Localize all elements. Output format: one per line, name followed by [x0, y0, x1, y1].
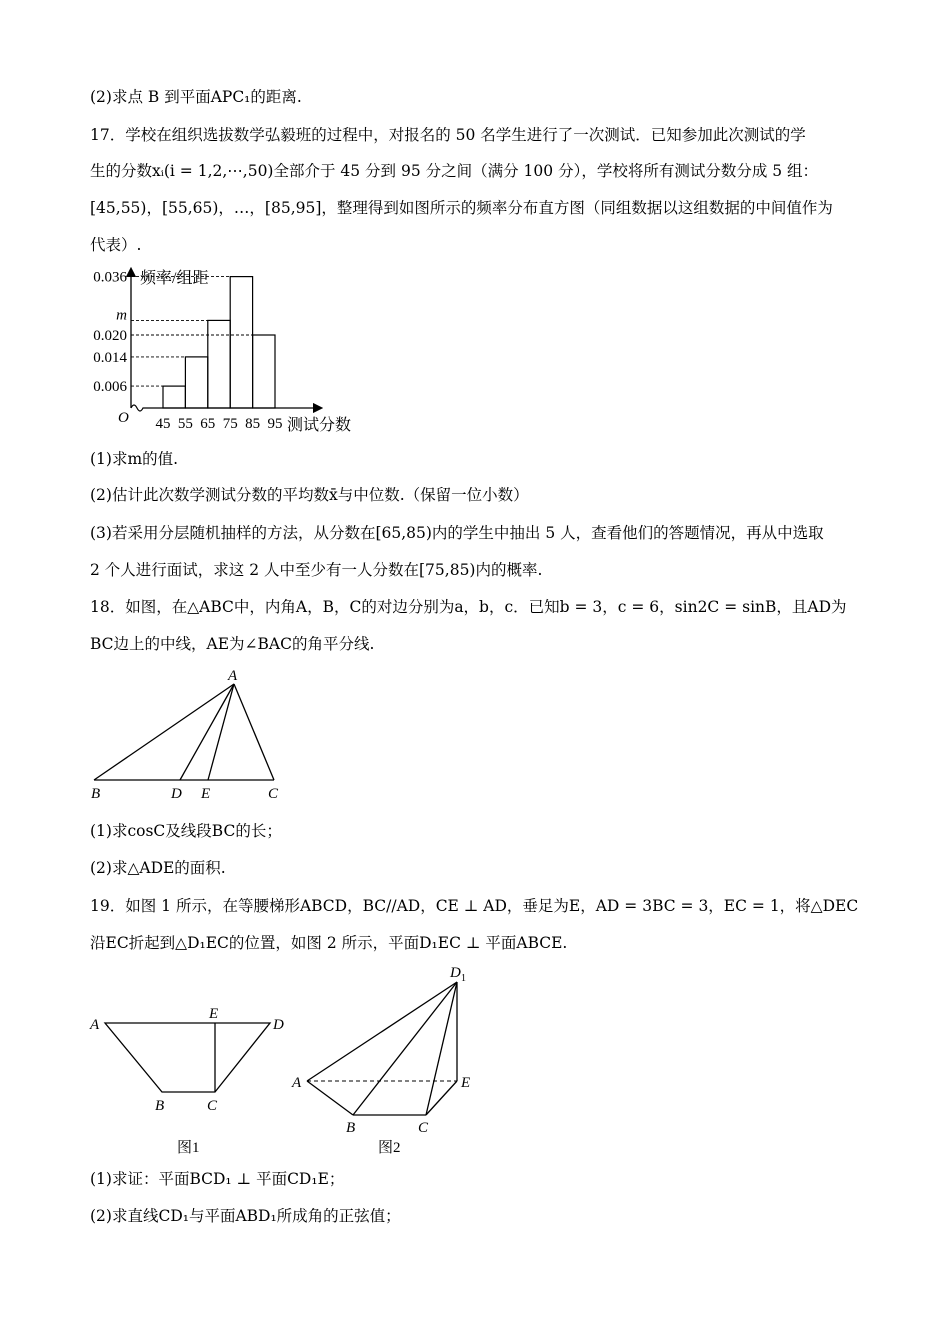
label-d: D — [171, 786, 182, 802]
segment-ab — [94, 684, 234, 780]
question-16-part-2: (2)求点 B 到平面APC₁的距离. — [90, 88, 302, 106]
fig2-label-d1: D — [450, 965, 461, 981]
trapezoid-abcd — [105, 1023, 270, 1092]
y-tick-label: 0.006 — [93, 379, 127, 396]
triangle-abc-figure — [88, 668, 298, 808]
question-17-part-3-line-1: (3)若采用分层随机抽样的方法，从分数在[65,85)内的学生中抽出 5 人，查看他们的答题情况，再从中选取 — [90, 524, 824, 542]
x-tick-label: 45 — [155, 416, 171, 432]
y-axis-label: 频率/组距 — [140, 270, 209, 287]
x-tick-label: 95 — [267, 416, 283, 432]
axis-break — [131, 405, 163, 411]
histogram-bar-45-55 — [163, 386, 185, 408]
figure-1-trapezoid — [88, 1000, 298, 1162]
fig1-label-b: B — [155, 1098, 165, 1114]
label-a: A — [228, 668, 238, 684]
question-19-part-1: (1)求证：平面BCD₁ ⊥ 平面CD₁E； — [90, 1170, 345, 1188]
question-17-part-1: (1)求m的值. — [90, 450, 179, 468]
question-17-part-3-line-2: 2 个人进行面试，求这 2 人中至少有一人分数在[75,85)内的概率. — [90, 561, 543, 579]
fig2-label-c: C — [418, 1120, 429, 1136]
x-tick-label: 65 — [200, 416, 216, 432]
fig1-caption: 图1 — [177, 1140, 200, 1156]
histogram-bar-65-75 — [208, 320, 230, 408]
question-19-text-line-1: 19．如图 1 所示，在等腰梯形ABCD，BC//AD，CE ⊥ AD，垂足为E，AD = 3BC = 3，EC = 1，将△DEC — [90, 897, 859, 915]
histogram-bar-55-65 — [185, 357, 207, 408]
fig1-label-c: C — [207, 1098, 218, 1114]
fig1-label-d: D — [273, 1017, 284, 1033]
figure-2-pyramid — [290, 960, 490, 1162]
question-17-text-line-4: 代表）. — [90, 236, 142, 254]
fig2-label-b: B — [346, 1120, 356, 1136]
frequency-histogram — [88, 262, 378, 442]
histogram-bar-85-95 — [253, 335, 275, 408]
question-17-text-line-1: 17．学校在组织选拔数学弘毅班的过程中，对报名的 50 名学生进行了一次测试．已知参加此次测试的学 — [90, 126, 806, 144]
fig2-label-e: E — [461, 1075, 471, 1091]
question-17-part-2: (2)估计此次数学测试分数的平均数x̄与中位数.（保留一位小数） — [90, 486, 529, 504]
x-tick-label: 75 — [222, 416, 238, 432]
edge-ce — [426, 1081, 457, 1115]
y-tick-label: m — [116, 307, 127, 324]
fig2-label-d1-subscript: 1 — [461, 973, 466, 984]
histogram-bar-75-85 — [230, 277, 252, 408]
origin-label: O — [118, 410, 129, 426]
question-18-part-2: (2)求△ADE的面积. — [90, 859, 226, 877]
question-19-text-line-2: 沿EC折起到△D₁EC的位置，如图 2 所示，平面D₁EC ⊥ 平面ABCE. — [90, 934, 568, 952]
fig2-label-a: A — [292, 1075, 302, 1091]
x-tick-label: 85 — [245, 416, 261, 432]
fig1-label-a: A — [90, 1017, 100, 1033]
question-18-part-1: (1)求cosC及线段BC的长； — [90, 822, 282, 840]
question-18-text-line-1: 18．如图，在△ABC中，内角A，B，C的对边分别为a，b，c．已知b = 3，c = 6，sin2C = sinB，且AD为 — [90, 598, 847, 616]
fig2-caption: 图2 — [378, 1140, 401, 1156]
y-tick-label: 0.014 — [93, 349, 127, 366]
fig1-label-e: E — [209, 1006, 219, 1022]
x-tick-label: 55 — [177, 416, 193, 432]
segment-ad — [180, 684, 234, 780]
question-17-text-line-3: [45,55)，[55,65)，…，[85,95]，整理得到如图所示的频率分布直方图（同组数据以这组数据的中间值作为 — [90, 199, 833, 217]
label-e: E — [201, 786, 211, 802]
question-19-part-2: (2)求直线CD₁与平面ABD₁所成角的正弦值； — [90, 1207, 401, 1225]
y-tick-label: 0.036 — [93, 269, 127, 286]
label-b: B — [91, 786, 101, 802]
label-c: C — [268, 786, 279, 802]
question-17-text-line-2: 生的分数xᵢ(i = 1,2,⋯,50)全部介于 45 分到 95 分之间（满分 100 分），学校将所有测试分数分成 5 组： — [90, 162, 819, 180]
edge-ab — [307, 1081, 353, 1115]
segment-ac — [234, 684, 274, 780]
y-tick-label: 0.020 — [93, 328, 127, 344]
question-18-text-line-2: BC边上的中线，AE为∠BAC的角平分线. — [90, 635, 375, 653]
edge-d1a — [307, 982, 457, 1081]
x-axis-label: 测试分数 — [287, 417, 352, 434]
